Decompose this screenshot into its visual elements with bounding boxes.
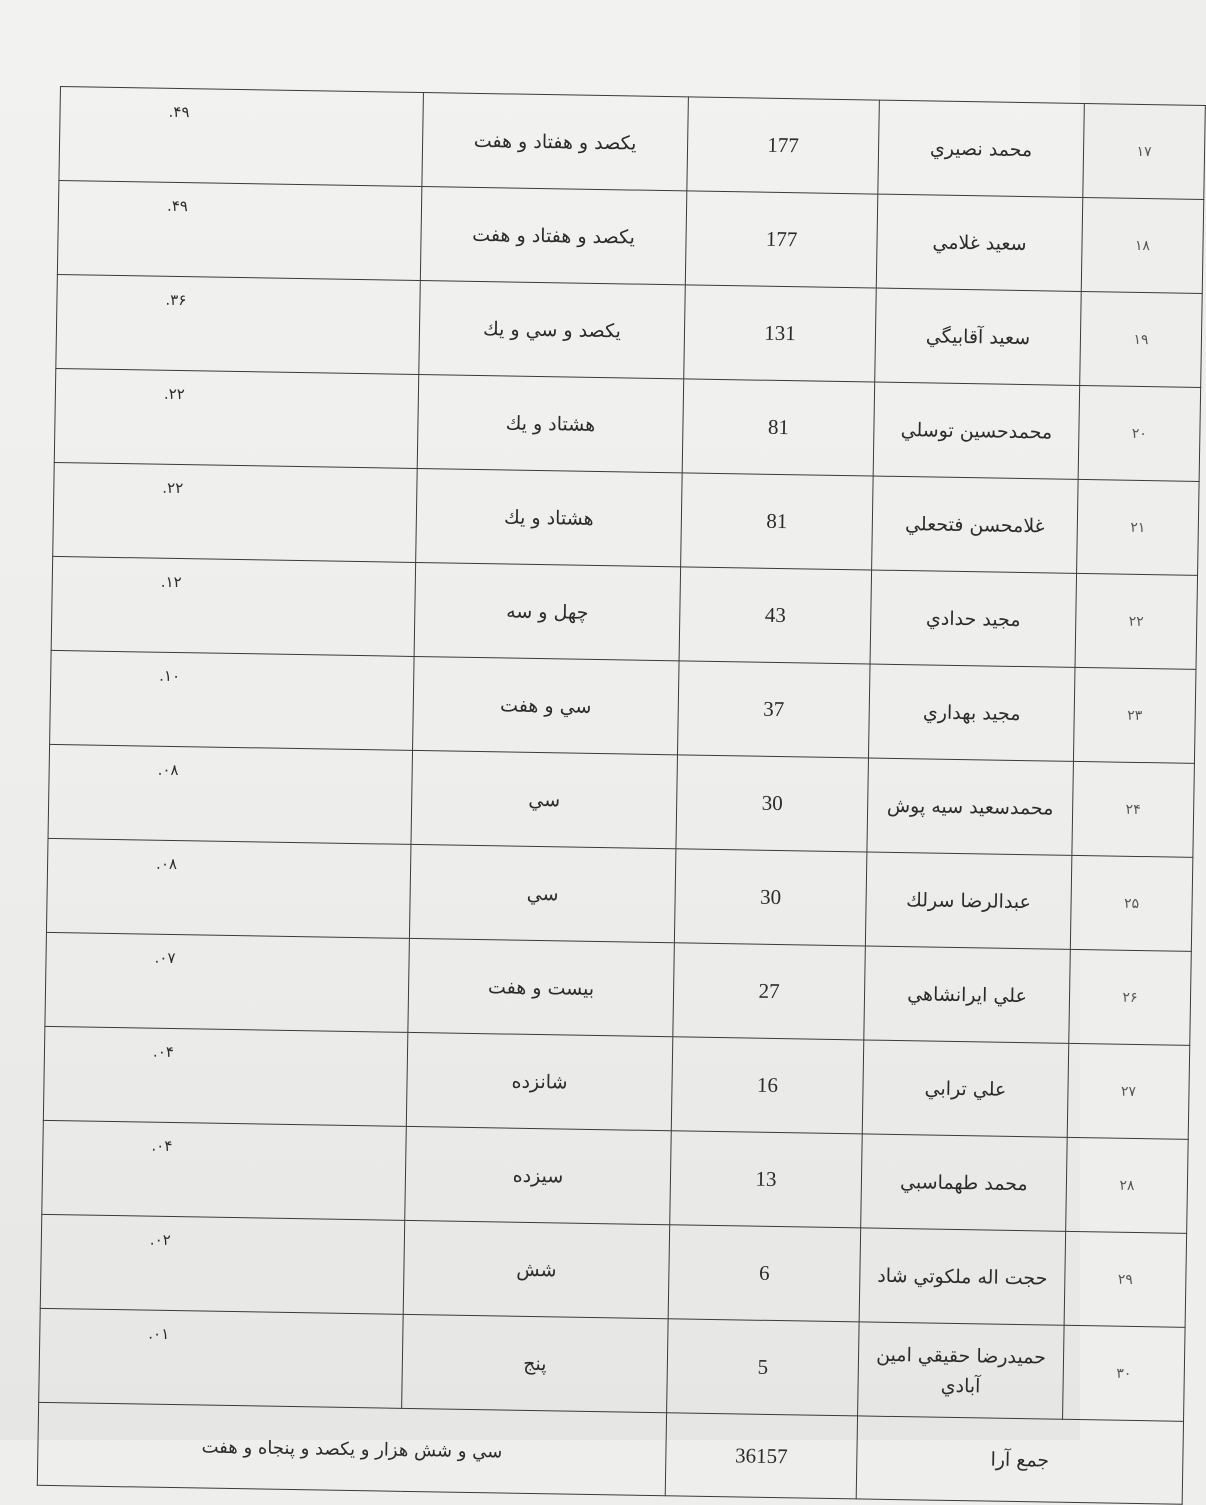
row-index: ۲۹: [1064, 1231, 1187, 1327]
vote-count-words: هشتاد و يك: [417, 374, 684, 472]
vote-count: 27: [673, 943, 866, 1040]
vote-count-words: چهل و سه: [414, 562, 681, 660]
row-index: ۲۵: [1070, 855, 1193, 951]
row-index: ۲۷: [1067, 1043, 1190, 1139]
vote-percent: ۰۴.: [43, 1026, 408, 1126]
vote-count-words: سي: [411, 750, 678, 848]
vote-count: 6: [668, 1225, 861, 1322]
vote-count-words: يكصد و هفتاد و هفت: [420, 187, 687, 285]
vote-count: 81: [682, 379, 875, 476]
vote-count-words: سي و هفت: [413, 656, 680, 754]
vote-count-words: سيزده: [405, 1126, 672, 1224]
vote-count-words: شش: [403, 1220, 670, 1318]
vote-percent: ۲۲.: [53, 462, 418, 562]
vote-percent: ۳۶.: [56, 274, 421, 374]
total-count-words: سي و شش هزار و يكصد و پنجاه و هفت: [37, 1402, 666, 1495]
vote-count: 37: [677, 661, 870, 758]
vote-count-words: سي: [409, 844, 676, 942]
candidate-name: محمد طهماسبي: [861, 1134, 1068, 1231]
vote-percent: ۴۹.: [57, 180, 422, 280]
total-label: جمع آرا: [856, 1416, 1183, 1504]
vote-count-words: شانزده: [406, 1032, 673, 1130]
vote-percent: ۰۱.: [39, 1308, 404, 1408]
row-index: ۲۶: [1069, 949, 1192, 1045]
candidate-name: غلامحسن فتحعلي: [872, 476, 1079, 573]
candidate-name: سعيد غلامي: [876, 194, 1083, 291]
row-index: ۳۰: [1063, 1325, 1186, 1421]
footer-text-cut: [58, 1418, 1038, 1440]
candidate-name: عبدالرضا سرلك: [865, 852, 1072, 949]
candidate-name: مجيد بهداري: [868, 664, 1075, 761]
row-index: ۲۰: [1078, 385, 1201, 481]
candidate-name: محمدسعيد سيه پوش: [867, 758, 1074, 855]
vote-count: 43: [679, 567, 872, 664]
candidate-name: مجيد حدادي: [870, 570, 1077, 667]
vote-percent: ۰۴.: [42, 1120, 407, 1220]
vote-results-table: [37, 86, 1206, 1505]
row-index: ۱۷: [1083, 103, 1206, 199]
candidate-name: سعيد آقابيگي: [875, 288, 1082, 385]
row-index: ۲۴: [1072, 761, 1195, 857]
candidate-name: حجت اله ملكوتي شاد: [859, 1228, 1066, 1325]
row-index: ۲۲: [1075, 573, 1198, 669]
vote-count: 30: [674, 849, 867, 946]
vote-count: 13: [670, 1131, 863, 1228]
row-index: ۱۹: [1080, 291, 1203, 387]
vote-table-wrapper: [37, 86, 1152, 1502]
row-index: ۲۸: [1066, 1137, 1189, 1233]
vote-count: 5: [667, 1319, 860, 1416]
vote-percent: ۲۲.: [54, 368, 419, 468]
vote-count: 81: [681, 473, 874, 570]
candidate-name: محمدحسين توسلي: [873, 382, 1080, 479]
vote-percent: ۱۰.: [50, 650, 415, 750]
vote-count: 16: [671, 1037, 864, 1134]
vote-count-words: بيست و هفت: [408, 938, 675, 1036]
vote-percent: ۱۲.: [51, 556, 416, 656]
total-count: 36157: [665, 1413, 857, 1499]
vote-count-words: يكصد و هفتاد و هفت: [422, 93, 689, 191]
vote-count: 131: [684, 285, 877, 382]
row-index: ۱۸: [1081, 197, 1204, 293]
vote-count: 30: [676, 755, 869, 852]
row-index: ۲۱: [1077, 479, 1200, 575]
vote-percent: ۴۹.: [59, 87, 424, 187]
row-index: ۲۳: [1073, 667, 1196, 763]
vote-percent: ۰۲.: [40, 1214, 405, 1314]
vote-percent: ۰۸.: [48, 744, 413, 844]
vote-percent: ۰۷.: [45, 932, 410, 1032]
candidate-name: علي ترابي: [862, 1040, 1069, 1137]
table-body: [37, 87, 1205, 1505]
vote-percent: ۰۸.: [46, 838, 411, 938]
candidate-name: محمد نصيري: [878, 100, 1085, 197]
candidate-name: علي ايرانشاهي: [864, 946, 1071, 1043]
vote-count-words: هشتاد و يك: [416, 468, 683, 566]
vote-count-words: پنج: [402, 1314, 669, 1412]
candidate-name: حميدرضا حقيقي امين آبادي: [858, 1322, 1065, 1419]
vote-count: 177: [687, 97, 880, 194]
vote-count-words: يكصد و سي و يك: [419, 281, 686, 379]
vote-count: 177: [685, 191, 878, 288]
